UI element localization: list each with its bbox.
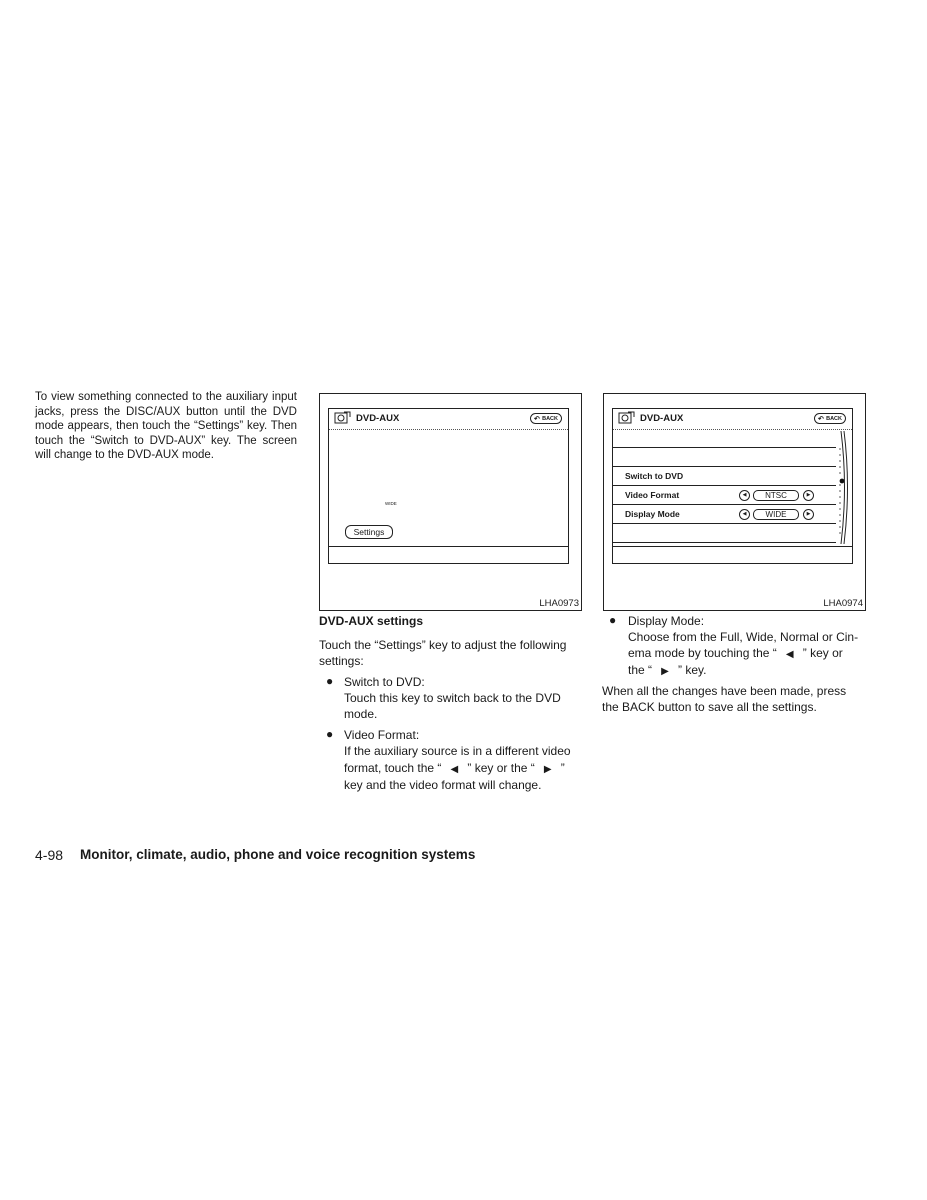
display-mode-value: WIDE: [753, 509, 799, 520]
menu-row-display-mode: [613, 505, 836, 524]
bullet-line: If the auxiliary source is in a different video: [344, 744, 571, 758]
text-fragment: ema mode by touching the “: [628, 646, 777, 660]
screen-bottom-divider: [329, 546, 568, 547]
video-format-value: NTSC: [753, 490, 799, 501]
left-arrow-icon[interactable]: ◀: [739, 509, 750, 520]
bullet-text: Touch this key to switch back to the DVD mode.: [344, 691, 561, 721]
left-arrow-icon: ◀: [450, 764, 459, 775]
screen-bottom-divider: [613, 546, 852, 547]
switch-to-dvd-label: Switch to DVD: [625, 471, 684, 481]
bullet-dot: ●: [326, 674, 334, 688]
bullet-line: key and the video format will change.: [344, 778, 542, 792]
disc-icon: [618, 411, 635, 425]
text-fragment: ”: [560, 761, 565, 775]
screen-header: [329, 409, 568, 430]
wide-indicator: WIDE: [385, 501, 397, 506]
figure-dvd-aux-screen: [319, 393, 582, 611]
bullet-video-format: [344, 727, 581, 793]
back-label: BACK: [542, 416, 558, 422]
left-arrow-icon[interactable]: ◀: [739, 490, 750, 501]
page-number: 4-98: [35, 847, 64, 863]
bullet-dot: ●: [609, 613, 617, 627]
back-arrow-icon: ↶: [534, 416, 540, 423]
figure-dvd-aux-settings-screen: [603, 393, 866, 611]
disc-icon: [334, 411, 351, 425]
section-heading: DVD-AUX settings: [319, 614, 424, 628]
screen-header: [613, 409, 852, 430]
back-label: BACK: [826, 416, 842, 422]
right-arrow-icon: ▶: [661, 666, 669, 677]
screen-display: [328, 408, 569, 564]
bullet-title: Display Mode:: [628, 614, 705, 628]
display-mode-label: Display Mode: [625, 509, 680, 519]
bullet-line: [628, 662, 865, 679]
figure-id: LHA0973: [539, 598, 579, 609]
back-button[interactable]: [814, 413, 846, 424]
screen-display: [612, 408, 853, 564]
section-lead: Touch the “Settings” key to adjust the following settings:: [319, 638, 567, 668]
bullet-title: Switch to DVD:: [344, 675, 425, 689]
settings-button[interactable]: Settings: [345, 525, 393, 539]
menu-row-empty: [613, 429, 836, 448]
bullet-line: [628, 645, 865, 662]
back-button[interactable]: [530, 413, 562, 424]
menu-row-empty: [613, 448, 836, 467]
screen-title: DVD-AUX: [640, 413, 684, 424]
text-fragment: ” key or: [802, 646, 843, 660]
text-fragment: the “: [628, 663, 653, 677]
text-fragment: format, touch the “: [344, 761, 442, 775]
text-fragment: ” key.: [678, 663, 707, 677]
closing-paragraph: When all the changes have been made, press the BACK button to save all the settings.: [602, 684, 847, 714]
bullet-dot: ●: [326, 727, 334, 741]
back-arrow-icon: ↶: [818, 416, 824, 423]
right-arrow-icon[interactable]: ▶: [803, 509, 814, 520]
menu-row-switch-to-dvd[interactable]: [613, 467, 836, 486]
right-arrow-icon[interactable]: ▶: [803, 490, 814, 501]
bullet-line: [344, 759, 581, 777]
screen-title: DVD-AUX: [356, 413, 400, 424]
chapter-title: Monitor, climate, audio, phone and voice recognition systems: [80, 847, 476, 862]
video-format-label: Video Format: [625, 490, 680, 500]
bullet-display-mode: [628, 613, 865, 679]
bullet-title: Video Format:: [344, 728, 420, 742]
figure-id: LHA0974: [823, 598, 863, 609]
menu-row-video-format: [613, 486, 836, 505]
text-fragment: ” key or the “: [467, 761, 535, 775]
bullet-switch-to-dvd: [344, 674, 581, 722]
right-arrow-icon: ▶: [543, 764, 552, 775]
menu-row-empty: [613, 524, 836, 543]
left-arrow-icon: ◀: [785, 649, 794, 660]
bullet-line: Choose from the Full, Wide, Normal or Cin-: [628, 630, 859, 644]
intro-paragraph: To view something connected to the auxiliary input jacks, press the DISC/AUX button until the DVD mode appears, then touch the “Settings” key. Then touch the “Switch to DVD-AUX” key. The screen will change to the DVD-AUX mode.: [35, 391, 297, 462]
scrollbar[interactable]: [836, 429, 850, 546]
